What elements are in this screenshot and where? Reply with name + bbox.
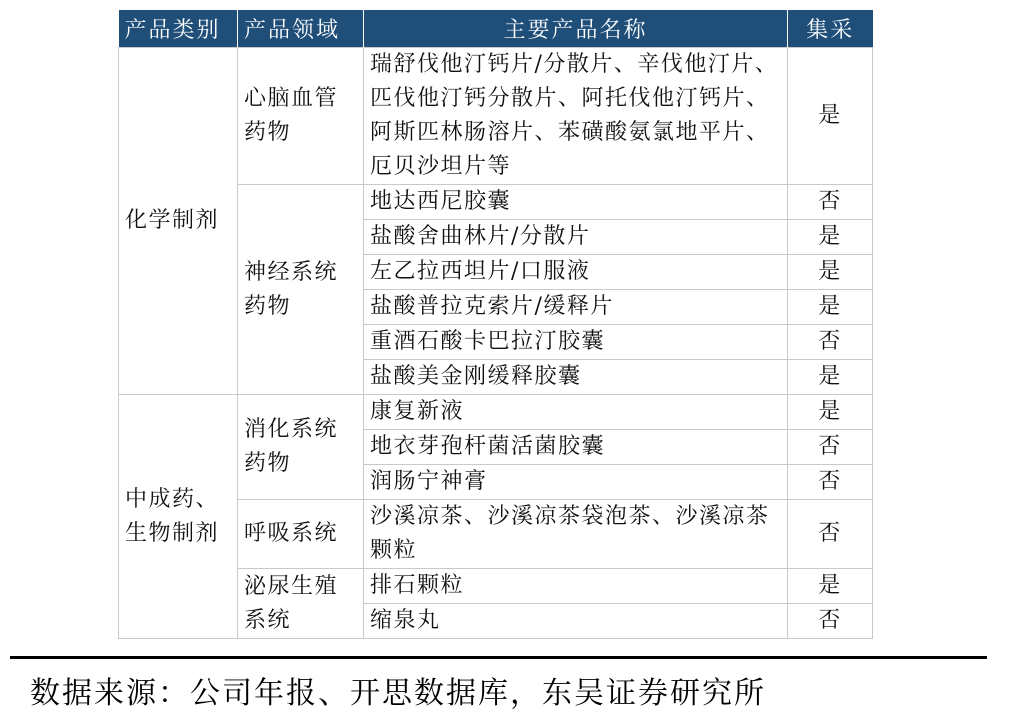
product-table (118, 10, 873, 639)
product-cell: 康复新液 (364, 395, 788, 430)
header-row (119, 10, 873, 48)
product-cell: 地达西尼胶囊 (364, 185, 788, 220)
table-row (119, 395, 873, 430)
field-cell-respiratory: 呼吸系统 (238, 500, 364, 569)
vbp-cell: 否 (788, 604, 873, 639)
vbp-cell: 是 (788, 48, 873, 185)
product-cell: 盐酸美金刚缓释胶囊 (364, 360, 788, 395)
field-cell-urinary: 泌尿生殖系统 (238, 569, 364, 639)
product-cell: 左乙拉西坦片/口服液 (364, 255, 788, 290)
table-row (119, 48, 873, 185)
vbp-cell: 否 (788, 325, 873, 360)
field-cell-neuro: 神经系统药物 (238, 185, 364, 395)
field-cell-digestive: 消化系统药物 (238, 395, 364, 500)
header-vbp: 集采 (788, 10, 873, 48)
product-cell: 润肠宁神膏 (364, 465, 788, 500)
table-body (119, 48, 873, 639)
vbp-cell: 是 (788, 220, 873, 255)
product-cell: 重酒石酸卡巴拉汀胶囊 (364, 325, 788, 360)
vbp-cell: 否 (788, 500, 873, 569)
vbp-cell: 是 (788, 255, 873, 290)
header-product-name: 主要产品名称 (364, 10, 788, 48)
category-cell-chemical: 化学制剂 (119, 48, 238, 395)
source-note: 数据来源：公司年报、开思数据库，东吴证券研究所 (30, 676, 766, 711)
product-cell: 盐酸舍曲林片/分散片 (364, 220, 788, 255)
product-cell: 缩泉丸 (364, 604, 788, 639)
product-cell: 瑞舒伐他汀钙片/分散片、辛伐他汀片、匹伐他汀钙分散片、阿托伐他汀钙片、阿斯匹林肠溶片、苯磺酸氨氯地平片、厄贝沙坦片等 (364, 48, 788, 185)
vbp-cell: 是 (788, 395, 873, 430)
header-category: 产品类别 (119, 10, 238, 48)
product-cell: 沙溪凉茶、沙溪凉茶袋泡茶、沙溪凉茶颗粒 (364, 500, 788, 569)
product-table-container (118, 10, 872, 639)
vbp-cell: 否 (788, 185, 873, 220)
vbp-cell: 是 (788, 290, 873, 325)
header-field: 产品领域 (238, 10, 364, 48)
field-cell-cardio: 心脑血管药物 (238, 48, 364, 185)
vbp-cell: 否 (788, 465, 873, 500)
product-cell: 地衣芽孢杆菌活菌胶囊 (364, 430, 788, 465)
table-header (119, 10, 873, 48)
product-cell: 排石颗粒 (364, 569, 788, 604)
vbp-cell: 是 (788, 569, 873, 604)
vbp-cell: 否 (788, 430, 873, 465)
source-divider (10, 656, 987, 659)
product-cell: 盐酸普拉克索片/缓释片 (364, 290, 788, 325)
vbp-cell: 是 (788, 360, 873, 395)
category-cell-tcm-bio: 中成药、生物制剂 (119, 395, 238, 639)
